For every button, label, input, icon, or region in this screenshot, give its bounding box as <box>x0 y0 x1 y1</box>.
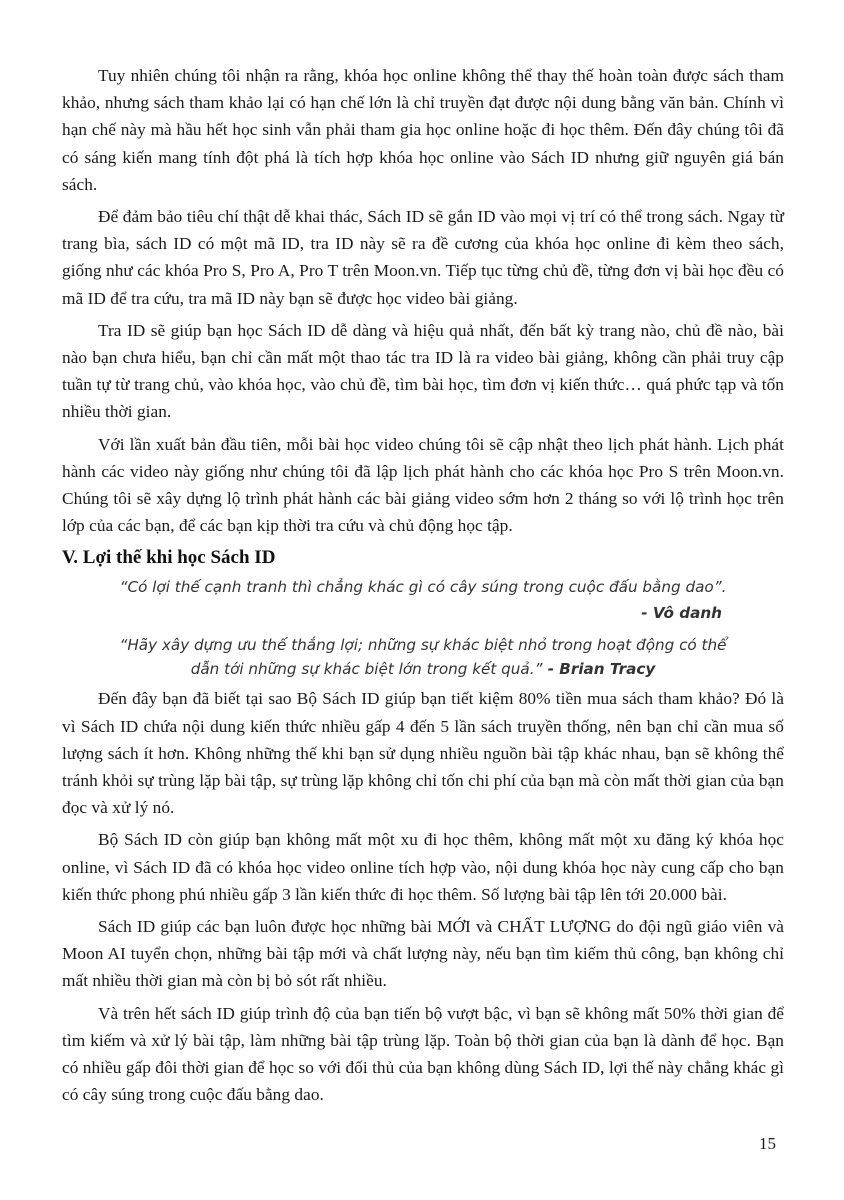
quote-1: “Có lợi thế cạnh tranh thì chẳng khác gì có cây súng trong cuộc đấu bằng dao”. <box>119 578 727 597</box>
paragraph-body-1: Đến đây bạn đã biết tại sao Bộ Sách ID giúp bạn tiết kiệm 80% tiền mua sách tham khảo? Đó là vì Sách ID chứa nội dung kiến thức nhiều gấp 4 đến 5 lần sách truyền thống, nên bạn chỉ cần mua số lượng sách ít hơn. Không những thế khi bạn sử dụng nhiều nguồn bài tập khác nhau, bạn sẽ không thể tránh khỏi sự trùng lặp bài tập, sự trùng lặp không chỉ tốn chi phí của bạn mà còn mất thời gian của bạn đọc và xử lý nó. <box>62 689 784 818</box>
quote-2 <box>62 633 784 681</box>
paragraph-body-3: Sách ID giúp các bạn luôn được học những bài MỚI và CHẤT LƯỢNG do đội ngũ giáo viên và Moon AI tuyển chọn, những bài tập mới và chất lượng này, nếu bạn tìm kiếm thủ công, bạn không chỉ mất nhiều thời gian mà còn bị bỏ sót rất nhiều. <box>62 917 784 991</box>
section-heading: V. Lợi thế khi học Sách ID <box>62 547 276 569</box>
document-page <box>62 62 784 1114</box>
quote-2-author: - Brian Tracy <box>542 660 656 679</box>
paragraph-body-2: Bộ Sách ID còn giúp bạn không mất một xu đi học thêm, không mất một xu đăng ký khóa học online, vì Sách ID đã có khóa học video online tích hợp vào, nội dung khóa học này cung cấp cho bạn kiến thức phong phú nhiều gấp 3 lần kiến thức đi học thêm. Số lượng bài tập lên tới 20.000 bài. <box>62 830 784 904</box>
page-number: 15 <box>759 1134 776 1153</box>
paragraph-body-4: Và trên hết sách ID giúp trình độ của bạn tiến bộ vượt bậc, vì bạn sẽ không mất 50% thời gian để tìm kiếm và xử lý bài tập, làm những bài tập trùng lặp. Toàn bộ thời gian của bạn là dành để học. Bạn có nhiều gấp đôi thời gian để học so với đối thủ của bạn không dùng Sách ID, lợi thế này chẳng khác gì có cây súng trong cuộc đấu bằng dao. <box>62 1003 784 1105</box>
paragraph-intro-4: Với lần xuất bản đầu tiên, mỗi bài học video chúng tôi sẽ cập nhật theo lịch phát hành. Lịch phát hành các video này giống như chúng tôi đã lập lịch phát hành cho các khóa học Pro S trên Moon.vn. Chúng tôi sẽ xây dựng lộ trình phát hành các bài giảng video sớm hơn 2 tháng so với lộ trình học trên lớp của các bạn, để các bạn kịp thời tra cứu và chủ động học tập. <box>62 434 784 536</box>
paragraph-intro-2: Để đảm bảo tiêu chí thật dễ khai thác, Sách ID sẽ gắn ID vào mọi vị trí có thể trong sách. Ngay từ trang bìa, sách ID có một mã ID, tra ID này sẽ ra đề cương của khóa học online đi kèm theo sách, giống như các khóa Pro S, Pro A, Pro T trên Moon.vn. Tiếp tục từng chủ đề, từng đơn vị bài học đều có mã ID để tra cứu, tra mã ID này bạn sẽ được học video bài giảng. <box>62 207 784 308</box>
paragraph-intro-1: Tuy nhiên chúng tôi nhận ra rằng, khóa học online không thể thay thế hoàn toàn được sách tham khảo, nhưng sách tham khảo lại có hạn chế lớn là chỉ truyền đạt được nội dung bằng văn bản. Chính vì hạn chế này mà hầu hết học sinh vẫn phải tham gia học online hoặc đi học thêm. Đến đây chúng tôi đã có sáng kiến mang tính đột phá là tích hợp khóa học online vào Sách ID nhưng giữ nguyên giá bán sách. <box>62 66 784 194</box>
quote-1-author: - Vô danh <box>641 604 722 623</box>
quote-2-line-2-wrap <box>62 657 784 681</box>
quote-2-line-1: “Hãy xây dựng ưu thế thắng lợi; những sự khác biệt nhỏ trong hoạt động có thể <box>119 636 727 655</box>
paragraph-intro-3: Tra ID sẽ giúp bạn học Sách ID dễ dàng và hiệu quả nhất, đến bất kỳ trang nào, chủ đề nào, bài nào bạn chưa hiểu, bạn chỉ cần mất một thao tác tra ID là ra video bài giảng, không cần phải truy cập tuần tự từ trang chủ, vào khóa học, vào chủ đề, tìm bài học, tìm đơn vị kiến thức… quá phức tạp và tốn nhiều thời gian. <box>62 320 784 422</box>
quote-2-line-2: dẫn tới những sự khác biệt lớn trong kết quả.” <box>190 660 543 679</box>
